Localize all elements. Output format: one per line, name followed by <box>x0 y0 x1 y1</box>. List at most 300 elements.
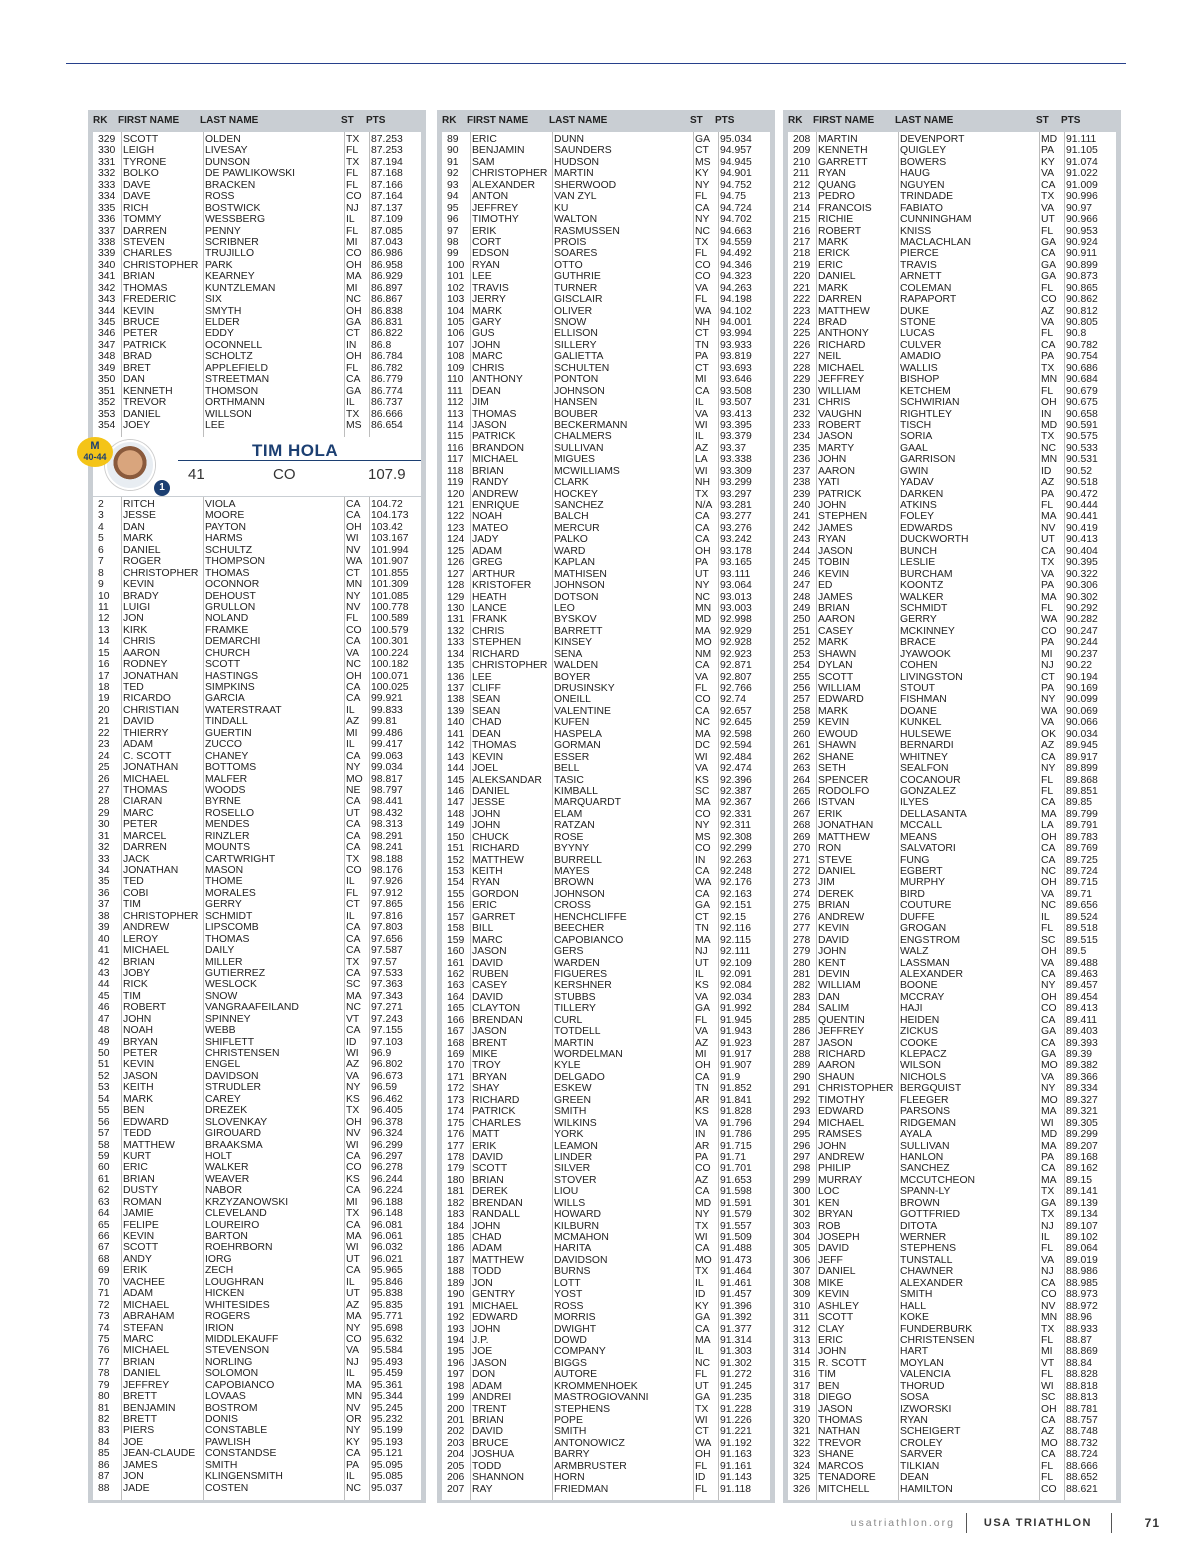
cell-state: FL <box>695 1460 708 1472</box>
cell-first-name: BRENT <box>472 1037 508 1049</box>
cell-last-name: WERNER <box>900 1232 947 1243</box>
cell-last-name: DUCKWORTH <box>900 534 969 546</box>
cell-rank: 146 <box>447 785 465 797</box>
cell-points: 89.305 <box>1066 1117 1098 1129</box>
cell-rank: 264 <box>793 774 811 786</box>
cell-state: N/A <box>695 500 713 511</box>
table-row <box>788 958 1116 969</box>
cell-last-name: QUIGLEY <box>900 145 947 157</box>
cell-rank: 149 <box>447 820 465 832</box>
cell-points: 94.346 <box>720 259 752 271</box>
cell-last-name: SCRIBNER <box>205 236 259 248</box>
cell-points: 91.796 <box>720 1117 752 1129</box>
cell-last-name: HAUG <box>900 168 931 180</box>
cell-last-name: CARTWRIGHT <box>205 853 276 865</box>
cell-rank: 347 <box>98 339 116 351</box>
cell-rank: 245 <box>793 557 811 569</box>
cell-state: TX <box>695 1266 709 1278</box>
table-row <box>442 374 770 385</box>
table-row <box>788 477 1116 488</box>
cell-points: 90.966 <box>1066 214 1098 226</box>
cell-points: 86.774 <box>371 385 403 397</box>
cell-last-name: SANCHEZ <box>900 1163 950 1175</box>
table-row <box>788 489 1116 500</box>
cell-points: 89.518 <box>1066 923 1098 935</box>
cell-rank: 200 <box>447 1403 465 1415</box>
cell-last-name: EDDY <box>205 328 234 340</box>
cell-state: KS <box>695 774 709 786</box>
cell-rank: 199 <box>447 1392 465 1404</box>
table-row <box>93 613 421 624</box>
cell-points: 93.299 <box>720 477 752 489</box>
cell-state: MI <box>1041 648 1053 660</box>
cell-last-name: TUNSTALL <box>900 1254 953 1266</box>
table-row <box>93 671 421 682</box>
cell-state: IL <box>346 910 355 922</box>
table-row <box>788 306 1116 317</box>
cell-points: 96.224 <box>371 1185 403 1197</box>
cell-last-name: HANLON <box>900 1151 944 1163</box>
cell-last-name: PAWLISH <box>205 1436 251 1448</box>
cell-points: 92.299 <box>720 843 752 855</box>
cell-rank: 279 <box>793 946 811 958</box>
cell-last-name: HAMILTON <box>900 1483 953 1495</box>
cell-first-name: CHARLES <box>123 248 173 260</box>
cell-rank: 273 <box>793 877 811 889</box>
cell-rank: 181 <box>447 1186 465 1198</box>
table-row <box>442 1209 770 1220</box>
cell-points: 90.862 <box>1066 294 1098 306</box>
cell-points: 93.111 <box>720 568 751 580</box>
table-row <box>788 1221 1116 1232</box>
cell-points: 100.301 <box>371 636 409 648</box>
page-number: 71 <box>1144 1516 1160 1530</box>
cell-state: NH <box>695 477 711 489</box>
cell-state: MN <box>1041 374 1058 386</box>
cell-rank: 86 <box>98 1459 110 1471</box>
table-row <box>93 991 421 1002</box>
cell-rank: 136 <box>447 671 465 683</box>
cell-rank: 96 <box>447 214 459 226</box>
table-row <box>93 180 421 191</box>
cell-first-name: SALIM <box>818 1003 850 1015</box>
cell-rank: 312 <box>793 1323 811 1335</box>
cell-state: CT <box>695 145 709 157</box>
cell-first-name: SEAN <box>472 694 501 706</box>
cell-state: CA <box>1041 339 1056 351</box>
cell-last-name: DARKEN <box>900 488 944 500</box>
cell-points: 89.15 <box>1066 1174 1093 1186</box>
cell-state: CO <box>346 624 362 636</box>
cell-first-name: NOAH <box>472 511 503 523</box>
cell-state: NY <box>695 820 710 832</box>
cell-last-name: MATHISEN <box>554 568 607 580</box>
cell-last-name: ENGSTROM <box>900 934 961 946</box>
cell-rank: 143 <box>447 751 465 763</box>
cell-first-name: CHRISTIAN <box>123 704 179 716</box>
badge-age-group: 40-44 <box>83 452 107 462</box>
cell-rank: 293 <box>793 1106 811 1118</box>
cell-points: 86.831 <box>371 317 403 328</box>
table-row <box>788 466 1116 477</box>
cell-rank: 236 <box>793 454 811 466</box>
table-row <box>442 466 770 477</box>
cell-rank: 60 <box>98 1162 110 1174</box>
cell-first-name: MICHAEL <box>123 1345 170 1357</box>
cell-last-name: SMYTH <box>205 305 242 317</box>
table-row <box>442 1141 770 1152</box>
table-row <box>442 752 770 763</box>
table-row <box>93 1334 421 1345</box>
cell-last-name: COUTURE <box>900 900 952 912</box>
cell-first-name: JON <box>123 1471 144 1483</box>
cell-rank: 335 <box>98 202 116 214</box>
cell-last-name: SNOW <box>554 317 587 328</box>
cell-points: 90.169 <box>1066 683 1098 694</box>
cell-rank: 41 <box>98 945 110 957</box>
cell-points: 92.929 <box>720 625 752 637</box>
cell-rank: 298 <box>793 1163 811 1175</box>
cell-first-name: THOMAS <box>472 740 517 752</box>
cell-first-name: CHRIS <box>818 397 851 409</box>
cell-rank: 244 <box>793 545 811 557</box>
cell-state: NC <box>695 1357 711 1369</box>
cell-last-name: ENGEL <box>205 1059 241 1071</box>
cell-last-name: WILLSON <box>205 408 252 420</box>
cell-first-name: ERIC <box>123 1162 148 1174</box>
cell-rank: 262 <box>793 751 811 763</box>
cell-state: FL <box>695 1483 708 1495</box>
cell-rank: 102 <box>447 282 465 294</box>
cell-points: 92.311 <box>720 820 752 832</box>
cell-points: 98.241 <box>371 842 403 854</box>
cell-first-name: MATEO <box>472 522 509 534</box>
cell-points: 96.188 <box>371 1196 403 1208</box>
table-row <box>93 636 421 647</box>
table-row <box>442 1415 770 1426</box>
table-row <box>442 1278 770 1289</box>
cell-last-name: CROSS <box>554 900 591 912</box>
header-state: ST <box>1036 115 1049 126</box>
cell-last-name: BOWERS <box>900 156 947 168</box>
cell-first-name: MIKE <box>472 1049 498 1060</box>
cell-state: GA <box>1041 236 1057 248</box>
cell-rank: 207 <box>447 1483 465 1495</box>
cell-last-name: POPE <box>554 1415 583 1426</box>
cell-rank: 44 <box>98 979 110 991</box>
cell-first-name: KEVIN <box>123 305 155 317</box>
cell-last-name: BIRD <box>900 888 925 900</box>
cell-rank: 166 <box>447 1014 465 1026</box>
cell-first-name: MARK <box>123 1093 154 1105</box>
cell-points: 91.228 <box>720 1403 752 1415</box>
cell-points: 86.958 <box>371 259 403 271</box>
cell-rank: 175 <box>447 1117 465 1129</box>
table-row <box>442 1289 770 1300</box>
cell-rank: 148 <box>447 808 465 820</box>
cell-last-name: BRACE <box>900 637 936 649</box>
cell-state: VA <box>1041 317 1055 328</box>
cell-state: ID <box>1041 465 1052 477</box>
cell-first-name: DON <box>472 1369 496 1381</box>
cell-points: 96.378 <box>371 1116 403 1128</box>
cell-first-name: DANIEL <box>818 866 856 877</box>
cell-state: WI <box>346 1139 359 1151</box>
cell-last-name: ROSS <box>205 191 235 203</box>
cell-first-name: ERIK <box>472 225 497 237</box>
cell-state: AZ <box>1041 305 1055 317</box>
cell-rank: 22 <box>98 727 110 739</box>
cell-state: UT <box>695 1380 709 1392</box>
cell-first-name: KENNETH <box>818 145 868 157</box>
cell-last-name: GISCLAIR <box>554 294 603 306</box>
cell-state: CA <box>346 1025 361 1037</box>
cell-rank: 30 <box>98 819 110 831</box>
cell-last-name: ATKINS <box>900 500 937 511</box>
cell-state: CT <box>695 1426 709 1438</box>
table-row <box>788 1129 1116 1140</box>
cell-state: FL <box>1041 1369 1054 1381</box>
cell-last-name: CLEVELAND <box>205 1208 267 1220</box>
cell-rank: 291 <box>793 1083 811 1095</box>
cell-points: 88.973 <box>1066 1289 1098 1301</box>
cell-rank: 129 <box>447 591 465 603</box>
cell-rank: 294 <box>793 1117 811 1129</box>
cell-points: 90.099 <box>1066 694 1098 706</box>
table-row <box>788 1152 1116 1163</box>
cell-state: NJ <box>346 1356 359 1368</box>
cell-last-name: AYALA <box>900 1129 932 1141</box>
cell-first-name: FRANCOIS <box>818 202 872 214</box>
cell-rank: 9 <box>98 579 104 591</box>
table-row <box>788 1106 1116 1117</box>
table-row <box>788 809 1116 820</box>
table-row <box>442 1186 770 1197</box>
cell-last-name: BURCHAM <box>900 568 953 580</box>
cell-state: CA <box>1041 545 1056 557</box>
cell-points: 95.493 <box>371 1356 403 1368</box>
cell-points: 93.242 <box>720 534 752 546</box>
cell-rank: 170 <box>447 1060 465 1072</box>
table-row <box>93 808 421 819</box>
cell-rank: 295 <box>793 1129 811 1141</box>
cell-points: 97.926 <box>371 876 403 888</box>
cell-points: 90.413 <box>1066 534 1098 546</box>
cell-state: CA <box>695 202 710 214</box>
cell-rank: 232 <box>793 408 811 420</box>
cell-rank: 168 <box>447 1037 465 1049</box>
results-list <box>788 132 1116 1500</box>
cell-state: MI <box>695 374 707 386</box>
cell-state: VA <box>346 1070 360 1082</box>
cell-first-name: SAM <box>472 156 495 168</box>
cell-last-name: CHURCH <box>205 647 251 659</box>
table-row <box>442 877 770 888</box>
table-row <box>788 603 1116 614</box>
cell-first-name: CHRIS <box>123 636 156 648</box>
table-row <box>788 328 1116 339</box>
cell-points: 91.396 <box>720 1300 752 1312</box>
cell-state: CO <box>695 808 711 820</box>
cell-first-name: DARREN <box>818 294 862 306</box>
table-row <box>788 1198 1116 1209</box>
cell-state: NJ <box>346 202 359 214</box>
cell-first-name: JOHN <box>472 808 501 820</box>
cell-rank: 336 <box>98 214 116 226</box>
cell-points: 96.673 <box>371 1070 403 1082</box>
cell-rank: 95 <box>447 202 459 214</box>
cell-state: NJ <box>1041 660 1054 672</box>
cell-rank: 115 <box>447 431 464 443</box>
cell-rank: 54 <box>98 1093 110 1105</box>
cell-last-name: WEAVER <box>205 1173 250 1185</box>
cell-last-name: IORG <box>205 1253 232 1265</box>
cell-rank: 57 <box>98 1128 110 1140</box>
table-row <box>442 809 770 820</box>
cell-state: LA <box>1041 820 1054 832</box>
cell-state: UT <box>1041 214 1055 226</box>
cell-points: 99.81 <box>371 716 398 728</box>
cell-last-name: KAPLAN <box>554 557 596 569</box>
cell-points: 95.085 <box>371 1471 403 1483</box>
cell-first-name: STEFAN <box>123 1322 164 1334</box>
cell-last-name: HOLT <box>205 1150 232 1162</box>
table-row <box>788 271 1116 282</box>
cell-points: 90.52 <box>1066 465 1093 477</box>
cell-rank: 208 <box>793 134 811 145</box>
cell-points: 91.557 <box>720 1220 752 1232</box>
cell-first-name: BRIAN <box>472 465 504 477</box>
cell-first-name: MARK <box>818 637 849 649</box>
cell-state: WA <box>695 877 712 889</box>
cell-last-name: SOSA <box>900 1392 929 1404</box>
cell-last-name: ROSS <box>554 1300 584 1312</box>
cell-first-name: KEITH <box>123 1082 154 1094</box>
cell-rank: 259 <box>793 717 811 729</box>
cell-first-name: RYAN <box>472 877 500 889</box>
table-row <box>788 877 1116 888</box>
cell-last-name: KNISS <box>900 225 932 237</box>
cell-state: FL <box>695 294 708 306</box>
cell-last-name: BURNS <box>554 1266 591 1278</box>
table-row <box>93 865 421 876</box>
cell-first-name: DANIEL <box>472 785 510 797</box>
cell-state: OH <box>1041 877 1057 889</box>
cell-first-name: TROY <box>472 1060 501 1072</box>
cell-points: 89.515 <box>1066 934 1098 946</box>
cell-state: CA <box>1041 1449 1056 1461</box>
cell-last-name: TRUJILLO <box>205 248 255 260</box>
cell-last-name: CURL <box>554 1014 583 1026</box>
cell-rank: 88 <box>98 1482 110 1494</box>
table-row <box>93 522 421 533</box>
cell-last-name: KUFEN <box>554 717 590 729</box>
table-row <box>93 911 421 922</box>
cell-first-name: MICHAEL <box>472 454 519 466</box>
cell-points: 94.102 <box>720 305 752 317</box>
cell-points: 90.865 <box>1066 282 1098 294</box>
cell-rank: 226 <box>793 339 811 351</box>
cell-rank: 63 <box>98 1196 110 1208</box>
cell-rank: 235 <box>793 442 811 454</box>
table-row <box>442 855 770 866</box>
cell-first-name: RICH <box>123 202 149 214</box>
cell-first-name: GREG <box>472 557 503 569</box>
cell-first-name: CHRISTOPHER <box>818 1083 894 1095</box>
cell-last-name: MASTROGIOVANNI <box>554 1392 649 1404</box>
cell-points: 93.003 <box>720 602 752 614</box>
header-state: ST <box>690 115 703 126</box>
cell-rank: 15 <box>98 647 110 659</box>
cell-rank: 92 <box>447 168 459 180</box>
table-row <box>442 786 770 797</box>
cell-state: FL <box>1041 225 1054 237</box>
cell-state: GA <box>695 1312 711 1324</box>
cell-points: 90.873 <box>1066 271 1098 283</box>
cell-points: 93.994 <box>720 328 752 340</box>
table-row <box>93 785 421 796</box>
cell-points: 89.945 <box>1066 740 1098 752</box>
cell-last-name: DRUSINSKY <box>554 683 615 694</box>
table-row <box>93 751 421 762</box>
cell-last-name: DEHOUST <box>205 590 256 602</box>
cell-state: MD <box>1041 1129 1058 1141</box>
table-row <box>442 797 770 808</box>
cell-points: 94.702 <box>720 214 752 226</box>
cell-points: 104.173 <box>371 510 409 522</box>
cell-points: 92.396 <box>720 774 752 786</box>
cell-points: 87.253 <box>371 145 403 157</box>
cell-rank: 216 <box>793 225 811 237</box>
table-row <box>788 454 1116 465</box>
cell-first-name: RYAN <box>818 168 846 180</box>
cell-state: CA <box>1041 179 1056 191</box>
table-row <box>93 1025 421 1036</box>
table-row <box>93 602 421 613</box>
cell-points: 90.812 <box>1066 305 1098 317</box>
table-row <box>788 889 1116 900</box>
cell-first-name: ROBERT <box>818 419 862 431</box>
cell-points: 91.377 <box>720 1323 752 1335</box>
table-row <box>93 237 421 248</box>
cell-state: NY <box>1041 1083 1056 1095</box>
cell-rank: 122 <box>447 511 465 523</box>
cell-points: 92.115 <box>720 934 752 946</box>
cell-rank: 103 <box>447 294 465 306</box>
cell-rank: 108 <box>447 351 465 363</box>
cell-last-name: BOUBER <box>554 408 598 420</box>
cell-last-name: SMITH <box>205 1459 238 1471</box>
cell-points: 91.992 <box>720 1003 752 1015</box>
cell-first-name: MARK <box>818 282 849 294</box>
cell-points: 91.111 <box>1066 134 1097 145</box>
table-row <box>93 876 421 887</box>
cell-state: OH <box>695 1060 711 1072</box>
cell-first-name: PIERS <box>123 1425 155 1437</box>
table-row <box>788 214 1116 225</box>
cell-first-name: SHANNON <box>472 1472 524 1484</box>
cell-first-name: EDSON <box>472 248 509 260</box>
cell-last-name: HENCHCLIFFE <box>554 911 627 923</box>
cell-rank: 223 <box>793 305 811 317</box>
cell-state: CA <box>346 510 361 522</box>
table-row <box>442 1038 770 1049</box>
cell-rank: 310 <box>793 1300 811 1312</box>
cell-last-name: HART <box>900 1346 929 1358</box>
cell-rank: 163 <box>447 980 465 992</box>
cell-first-name: CHRIS <box>472 362 505 374</box>
cell-state: CA <box>1041 1037 1056 1049</box>
